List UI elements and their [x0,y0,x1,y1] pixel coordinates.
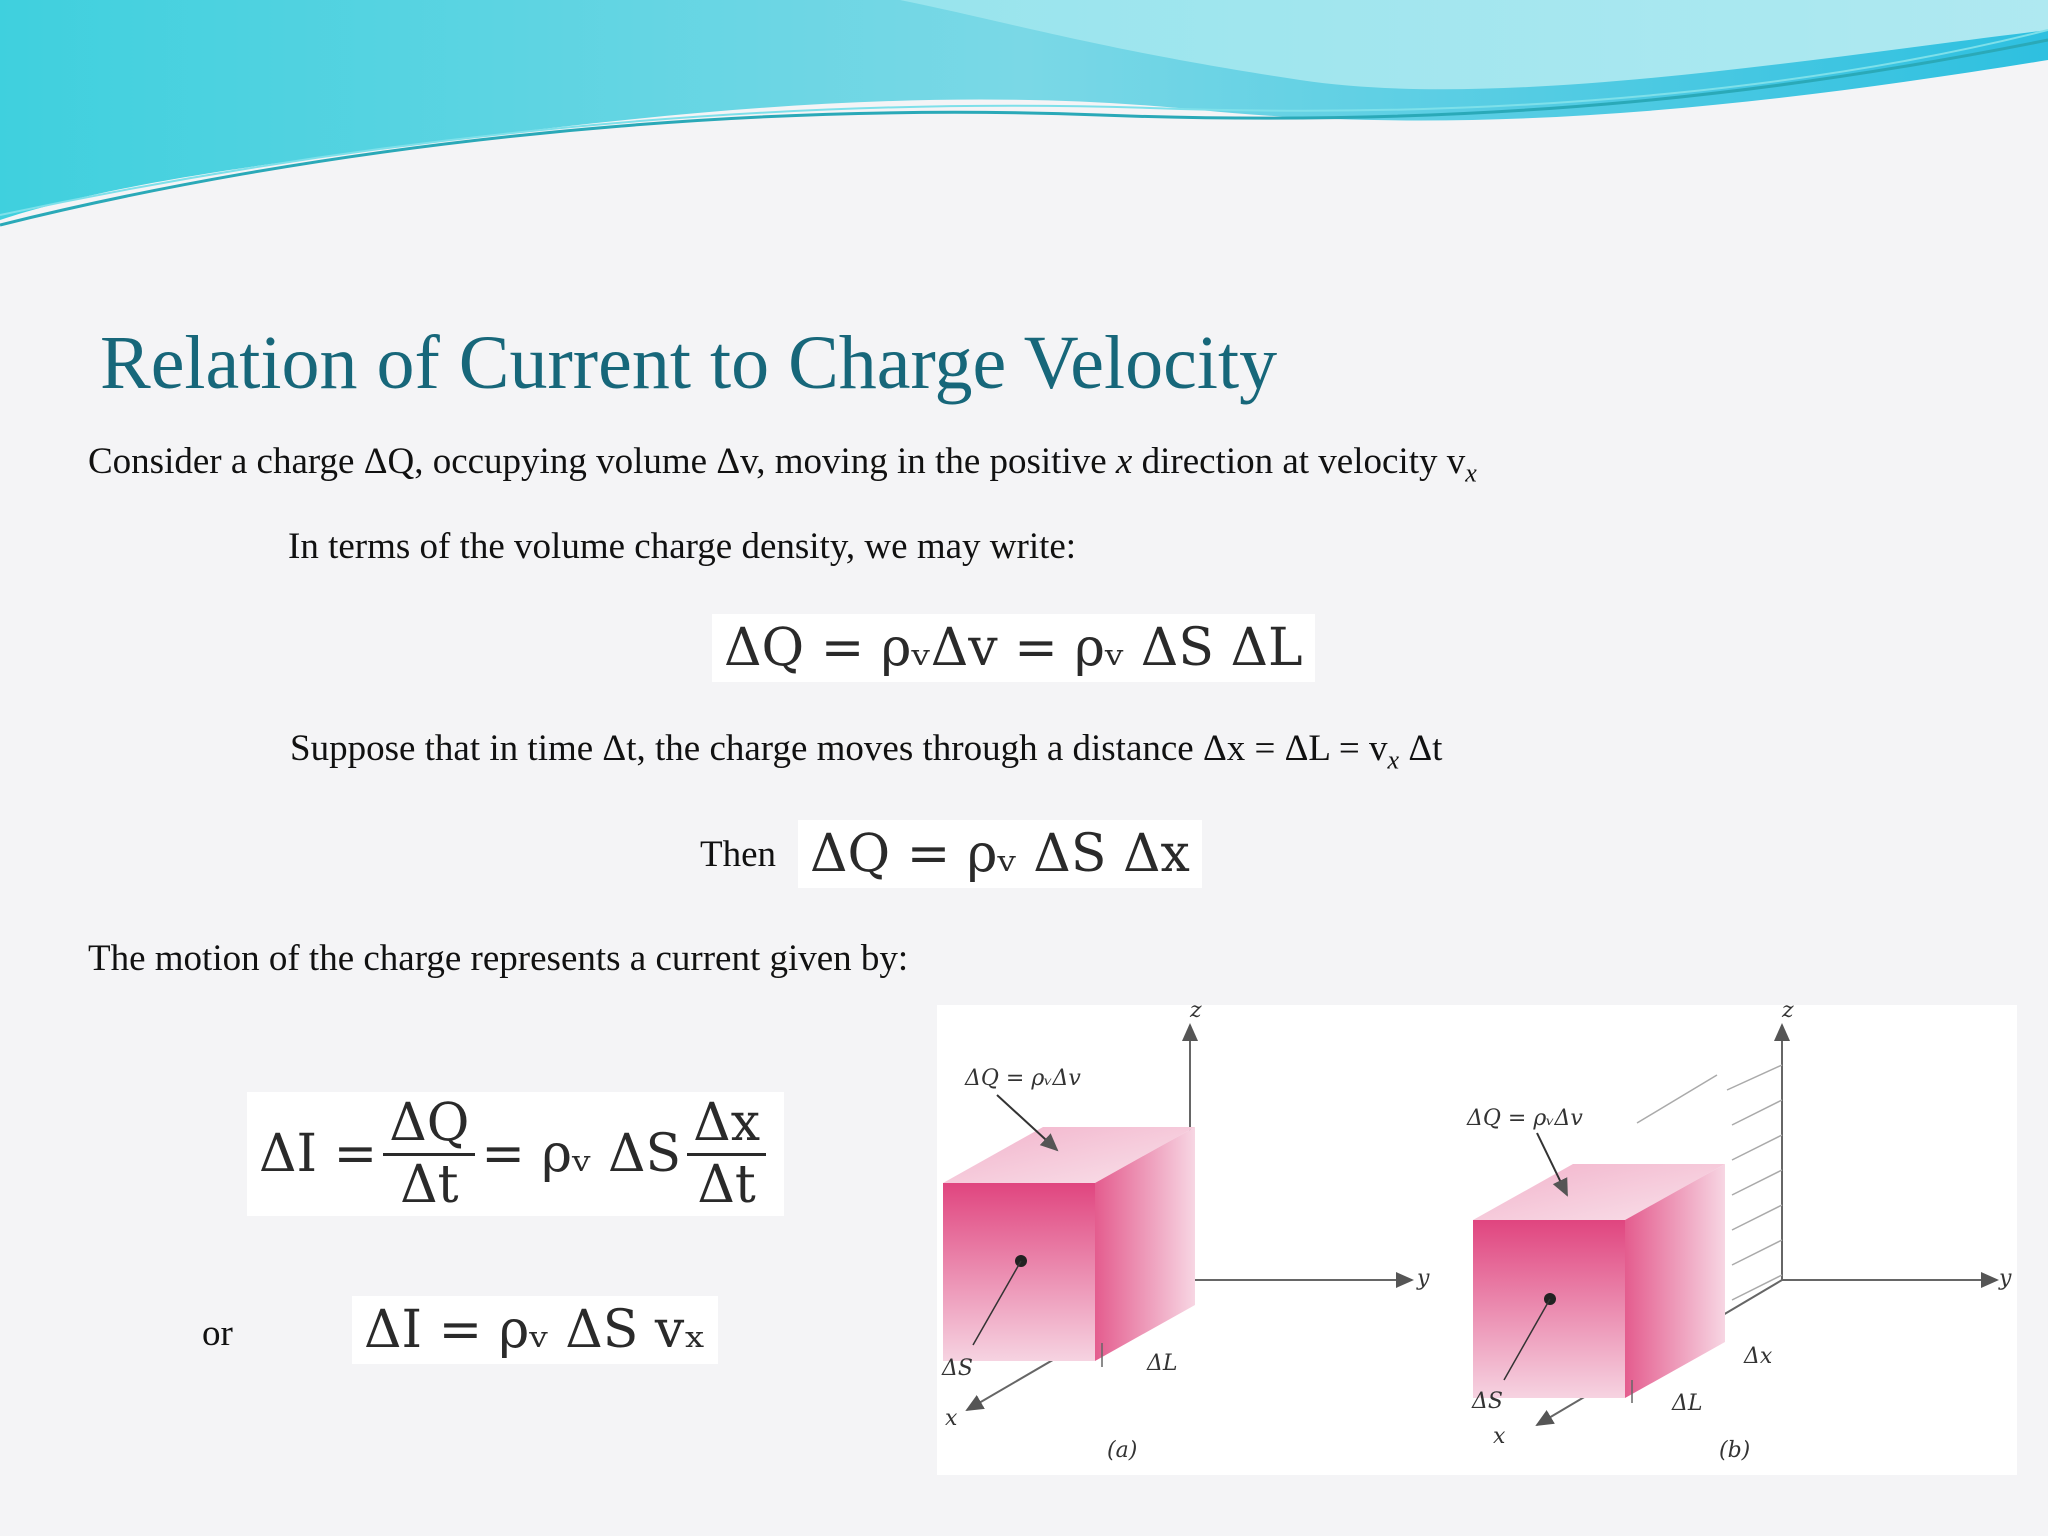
area-label-a: ΔS [942,1356,973,1381]
eq3-fraction-2 [687,1093,766,1215]
density-text: In terms of the volume charge density, we may write: [288,526,1077,567]
eq3-frac2-den: Δt [697,1154,756,1215]
intro-x: x [1115,441,1133,482]
axis-y-label-a: y [1417,1266,1430,1291]
caption-a: (a) [1107,1438,1138,1463]
header-wave-decoration [0,0,2048,240]
suppose-prefix: Suppose that in time Δt, the charge moves through a distance Δx = ΔL = v [290,728,1388,769]
axis-x-label-b: x [1493,1424,1506,1449]
slide-title: Relation of Current to Charge Velocity [100,321,1278,405]
cube-front-b [1473,1220,1625,1398]
intro-text [88,440,1477,488]
suppose-text [290,727,1442,775]
charge-label-b: ΔQ = ρᵥΔv [1467,1106,1583,1131]
intro-prefix: Consider a charge ΔQ, occupying volume Δv, moving in the positive [88,441,1116,482]
length-label-a: ΔL [1147,1351,1178,1376]
panel-b [1466,1005,2012,1463]
dx-label-b: Δx [1744,1344,1773,1369]
eq3-lhs: ΔI = [259,1124,378,1185]
axis-z-label-b: z [1782,1005,1794,1023]
suppose-sub: x [1387,745,1400,775]
intro-sub: x [1465,458,1477,488]
axis-y-label-b: y [1999,1266,2012,1291]
charge-box-figure [937,1005,2017,1475]
equation-charge-distance: ΔQ = ρᵥ ΔS Δx [798,820,1202,888]
axis-z-label-a: z [1190,1005,1202,1023]
equation-current-fraction [247,1092,784,1216]
caption-b: (b) [1719,1438,1751,1463]
equation-current-velocity: ΔI = ρᵥ ΔS vₓ [352,1296,718,1364]
then-label: Then [700,834,777,875]
eq3-frac1-den: Δt [400,1154,459,1215]
eq3-fraction-1 [383,1093,475,1215]
suppose-suffix: Δt [1399,728,1443,769]
length-label-b: ΔL [1672,1391,1703,1416]
axis-x-label-a: x [945,1406,958,1431]
motion-text: The motion of the charge represents a current given by: [88,938,909,979]
or-label: or [202,1313,233,1354]
charge-label-a: ΔQ = ρᵥΔv [965,1066,1081,1091]
eq3-frac2-num: Δx [687,1096,766,1156]
eq3-mid: = ρᵥ ΔS [481,1124,682,1185]
intro-mid: direction at velocity v [1132,441,1466,482]
area-label-b: ΔS [1472,1389,1503,1414]
equation-charge-volume: ΔQ = ρᵥΔv = ρᵥ ΔS ΔL [712,614,1315,682]
cube-front-a [943,1183,1095,1361]
eq3-frac1-num: ΔQ [383,1096,475,1156]
figure-svg [937,1005,2017,1475]
panel-a [941,1005,1430,1463]
